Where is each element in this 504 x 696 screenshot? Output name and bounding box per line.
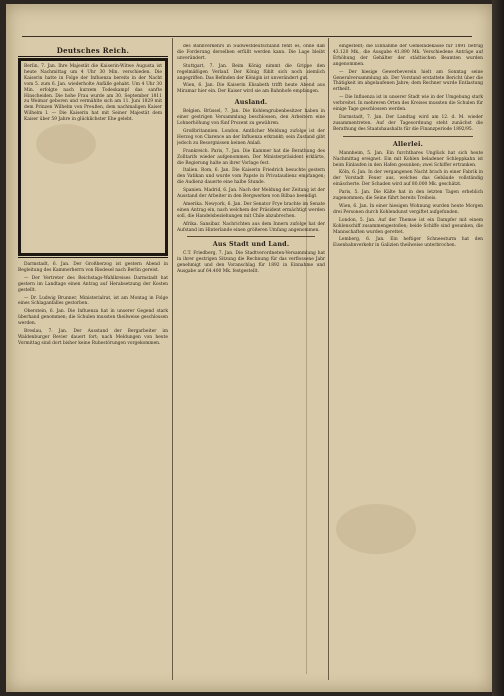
article-paragraph: Mannheim, 5. Jan. Ein furchtbares Unglück hat sich heute Nachmittag ereignet. Ein mit Kohlen beladener Schleppkahn ist beim Einlaufen in den Hafen gesunken; zwei Schiffer ertranken.	[333, 150, 483, 168]
section-heading-ausland: Ausland.	[234, 98, 268, 107]
article-paragraph: Oberstein, 6. Jan. Die Influenza hat in unserer Gegend stark überhand genommen; die Schulen mussten theilweise geschlossen werden.	[18, 309, 168, 327]
article-paragraph: Wien, 6. Jan. Die Kaiserin Elisabeth trifft heute Abend aus Miramar hier ein. Der Kaiser wird sie am Bahnhofe empfangen.	[177, 83, 325, 95]
column-3	[333, 44, 483, 684]
article-paragraph: Stuttgart, 7. Jan. Beim König nimmt die Grippe den regelmäßigen Verlauf. Der König fühlt sich noch ziemlich angegriffen. Das Befinden der Königin ist unverändert gut.	[177, 63, 325, 81]
header-rule	[22, 36, 472, 37]
column-1	[18, 44, 168, 684]
article-paragraph: Lemberg, 6. Jan. Ein heftiger Schneesturm hat den Eisenbahnverkehr in Galizien theilweise unterbrochen.	[333, 237, 483, 249]
section-heading-stadt-und-land: Aus Stadt und Land.	[212, 240, 290, 249]
article-paragraph: London, 5. Jan. Auf der Themse ist ein Dampfer mit einem Kohlenschiff zusammengestoßen; beide Schiffe sind gesunken, die Mannschaften wurden gerettet.	[333, 217, 483, 235]
newspaper-page	[6, 4, 492, 692]
article-paragraph: Großbritannien. London. Amtlicher Meldung zufolge ist der Herzog von Clarence an der Influenza erkrankt; sein Zustand gibt jedoch zu Besorgnissen keinen Anlaß.	[177, 128, 325, 146]
section-rule	[343, 136, 473, 137]
mourning-notice-text: Berlin, 7. Jan. Ihre Majestät die Kaiserin-Witwe Augusta ist heute Nachmittag um 4 Uhr 30 Min. verschieden. Die Kaiserin hatte in Folge der Influenza bereits in der Nacht vom 5. zum 6. Jan. wiederholte Anfälle gehabt. Um 4 Uhr 30 Min. erfolgte nach kurzem Todeskampf das sanfte Hinscheiden. Die hohe Frau wurde am 30. September 1811 zu Weimar geboren und vermählte sich am 11. Juni 1829 mit dem Prinzen Wilhelm von Preußen, dem nachmaligen Kaiser Wilhelm I. — Die Kaiserin hat mit Seiner Majestät dem Kaiser über 59 Jahre in glücklichster Ehe gelebt.	[24, 64, 162, 123]
column-divider-1	[172, 38, 173, 680]
mourning-notice-box	[18, 58, 168, 256]
column-divider-2	[328, 38, 329, 680]
article-paragraph: des Bahnverkehrs in Südwestdeutschland fehlt es, ohne daß die Forderung derselben erfüllt werden kann. Die Lage bleibt unverändert.	[177, 44, 325, 61]
article-paragraph: eingestellt; die Einnahme der Gemeindekasse für 1891 betrug 43.120 Mk., die Ausgabe 41.890 Mk. Verschiedene Anträge auf Erhöhung der Gehälter der städtischen Beamten wurden angenommen.	[333, 44, 483, 67]
article-paragraph: Spanien. Madrid, 6. Jan. Nach der Meldung der Zeitung ist der Ausstand der Arbeiter in den Bergwerken von Bilbao beendigt.	[177, 188, 325, 200]
article-paragraph: Darmstadt, 7. Jan. Der Landtag wird am 12. d. M. wieder zusammentreten. Auf der Tagesordnung steht zunächst die Berathung des Staatshaushalts für die Finanzperiode 1892/95.	[333, 114, 483, 132]
article-paragraph: Frankreich. Paris, 7. Jan. Die Kammer hat die Berathung des Zolltarifs wieder aufgenommen. Der Ministerpräsident erklärte, die Regierung halte an ihrer Vorlage fest.	[177, 148, 325, 166]
article-paragraph: Wien, 6. Jan. In einer hiesigen Wohnung wurden heute Morgen drei Personen durch Kohlendunst vergiftet aufgefunden.	[333, 203, 483, 215]
article-paragraph: C.T. Friedberg, 7. Jan. Die Stadtverordneten-Versammlung hat in ihrer gestrigen Sitzung die Rechnung für das verflossene Jahr genehmigt und den Voranschlag für 1892 in Einnahme und Ausgabe auf 64.400 Mk. festgestellt.	[177, 251, 325, 275]
article-paragraph: Italien. Rom, 6. Jan. Die Kaiserin Friedrich besuchte gestern den Vatikan und wurde vom Papste in Privataudienz empfangen; die Audienz dauerte eine halbe Stunde.	[177, 168, 325, 186]
article-paragraph: Darmstadt, 6. Jan. Der Großherzog ist gestern Abend in Begleitung des Kammerherrn von Riedesel nach Berlin gereist.	[18, 262, 168, 273]
article-paragraph: Breslau, 7. Jan. Der Ausstand der Bergarbeiter im Waldenburger Revier dauert fort; nach Meldungen von heute Vormittag sind dort bisher keine Ruhestörungen vorgekommen.	[18, 329, 168, 346]
article-paragraph: Afrika. Sansibar. Nachrichten aus dem Innern zufolge hat der Aufstand im Hinterlande einen größeren Umfang angenommen.	[177, 221, 325, 233]
article-paragraph: — Der hiesige Gewerbeverein hielt am Sonntag seine Generalversammlung ab. Der Vorstand erstattete Bericht über die Thätigkeit im abgelaufenen Jahre; dem Rechner wurde Entlastung ertheilt.	[333, 69, 483, 93]
article-paragraph: Paris, 5. Jan. Die Kälte hat in den letzten Tagen erheblich zugenommen; die Seine führt bereits Treibeis.	[333, 190, 483, 202]
section-heading-deutsches-reich: Deutsches Reich.	[56, 46, 130, 55]
binding-edge	[492, 0, 504, 696]
article-paragraph: Amerika. Newyork, 6. Jan. Der Senator Frye brachte im Senate einen Antrag ein, nach welchem der Präsident ermächtigt werden soll, die Handelsbeziehungen mit Chile abzubrechen.	[177, 201, 325, 219]
article-paragraph: Köln, 6. Jan. In der vergangenen Nacht brach in einer Fabrik in der Vorstadt Feuer aus, welches das Gebäude vollständig einäscherte. Der Schaden wird auf 80.000 Mk. geschätzt.	[333, 170, 483, 188]
article-paragraph: — Der Vertreter des Reichstags-Wahlkreises Darmstadt hat gestern im Landtage einen Antrag auf Herabsetzung der Kosten gestellt.	[18, 275, 168, 293]
article-paragraph: — Dr. Ludwig Brunner, Ministerialrat, ist am Montag in Folge eines Schlaganfalles gestorben.	[18, 295, 168, 307]
section-rule	[187, 236, 315, 237]
section-heading-allerlei: Allerlei.	[392, 139, 424, 148]
column-2	[177, 44, 325, 684]
article-paragraph: Belgien. Brüssel, 7. Jan. Die Kohlengrubenbesitzer haben in einer gestrigen Versammlung beschlossen, den Arbeitern eine Lohnerhöhung von fünf Prozent zu gewähren.	[177, 109, 325, 127]
article-paragraph: — Die Influenza ist in unserer Stadt wie in der Umgebung stark verbreitet. In mehreren Orten des Kreises mussten die Schulen für einige Tage geschlossen werden.	[333, 95, 483, 113]
